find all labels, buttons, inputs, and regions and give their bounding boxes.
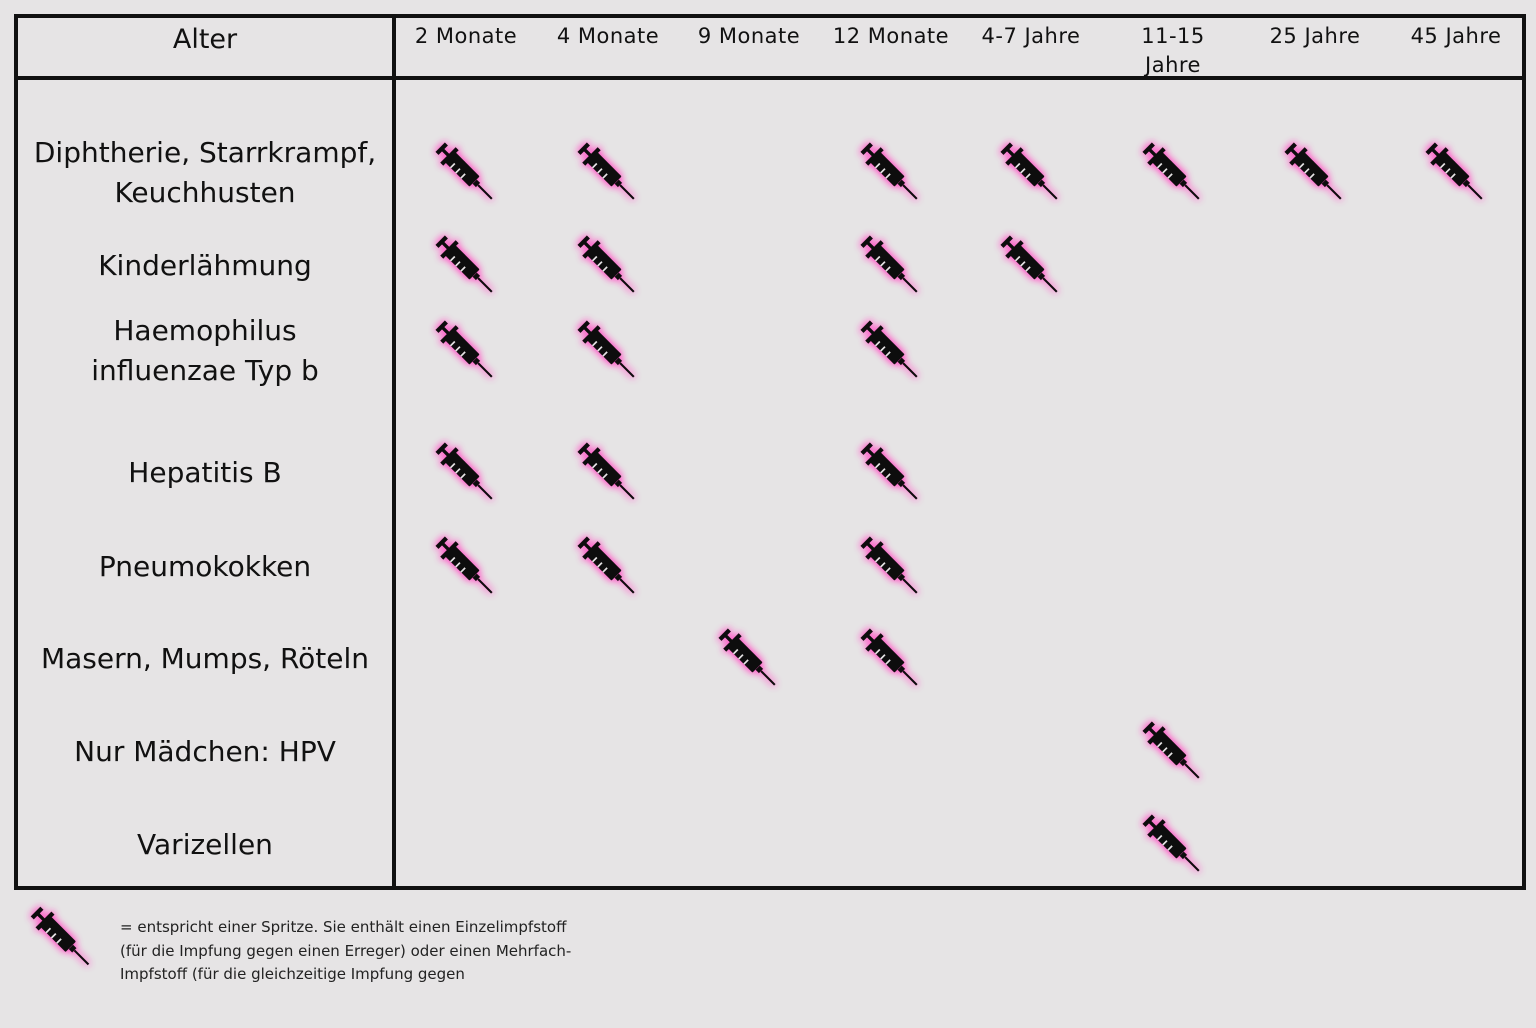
vaccine-row-label: Pneumokokken xyxy=(98,550,312,583)
age-column-header: 25 Jahre xyxy=(1269,24,1361,48)
syringe-icon xyxy=(992,227,1070,305)
syringe-icon xyxy=(992,134,1070,212)
age-column-header: 11-15 Jahre xyxy=(1141,24,1205,77)
syringe-icon xyxy=(1134,806,1212,884)
syringe-icon xyxy=(710,620,788,698)
vaccine-row-label: Varizellen xyxy=(137,828,273,861)
syringe-icon xyxy=(852,227,930,305)
syringe-icon xyxy=(1134,713,1212,791)
age-column-header: 2 Monate xyxy=(414,24,518,48)
vaccine-row-label: Nur Mädchen: HPV xyxy=(74,735,336,768)
vaccine-row-label: Kinderlähmung xyxy=(98,249,312,282)
syringe-icon xyxy=(1134,134,1212,212)
syringe-icon xyxy=(427,312,505,390)
syringe-icon xyxy=(569,312,647,390)
syringe-icon xyxy=(1417,134,1495,212)
syringe-icon xyxy=(852,620,930,698)
column-divider xyxy=(392,18,396,886)
syringe-icon xyxy=(427,227,505,305)
syringe-icon xyxy=(852,134,930,212)
vaccination-schedule-table xyxy=(14,14,1526,890)
age-column-header: 4-7 Jahre xyxy=(981,24,1081,48)
syringe-icon xyxy=(569,227,647,305)
header-divider xyxy=(18,76,1522,80)
vaccine-row-label: Haemophilus influenzae Typ b xyxy=(91,314,319,387)
age-column-header: 45 Jahre xyxy=(1410,24,1502,48)
syringe-icon xyxy=(569,434,647,512)
syringe-icon xyxy=(852,312,930,390)
legend-text: = entspricht einer Spritze. Sie enthält einen Einzelimpfstoff (für die Impfung gegen einen Erreger) oder einen Mehrfach-Impfstoff (für die gleichzeitige Impfung gegen xyxy=(120,918,572,983)
age-header-label: Alter xyxy=(172,24,238,55)
age-column-header: 4 Monate xyxy=(556,24,660,48)
vaccine-row-label: Diphtherie, Starrkrampf, Keuchhusten xyxy=(33,136,377,209)
syringe-icon xyxy=(569,528,647,606)
syringe-icon xyxy=(852,528,930,606)
syringe-icon xyxy=(427,434,505,512)
syringe-icon xyxy=(427,528,505,606)
age-column-header: 9 Monate xyxy=(697,24,801,48)
vaccine-row-label: Masern, Mumps, Röteln xyxy=(40,642,370,675)
vaccine-row-label: Hepatitis B xyxy=(128,456,282,489)
syringe-icon xyxy=(569,134,647,212)
syringe-icon xyxy=(1276,134,1354,212)
syringe-icon xyxy=(852,434,930,512)
syringe-icon xyxy=(427,134,505,212)
syringe-icon xyxy=(22,898,102,978)
age-column-header: 12 Monate xyxy=(832,24,950,48)
